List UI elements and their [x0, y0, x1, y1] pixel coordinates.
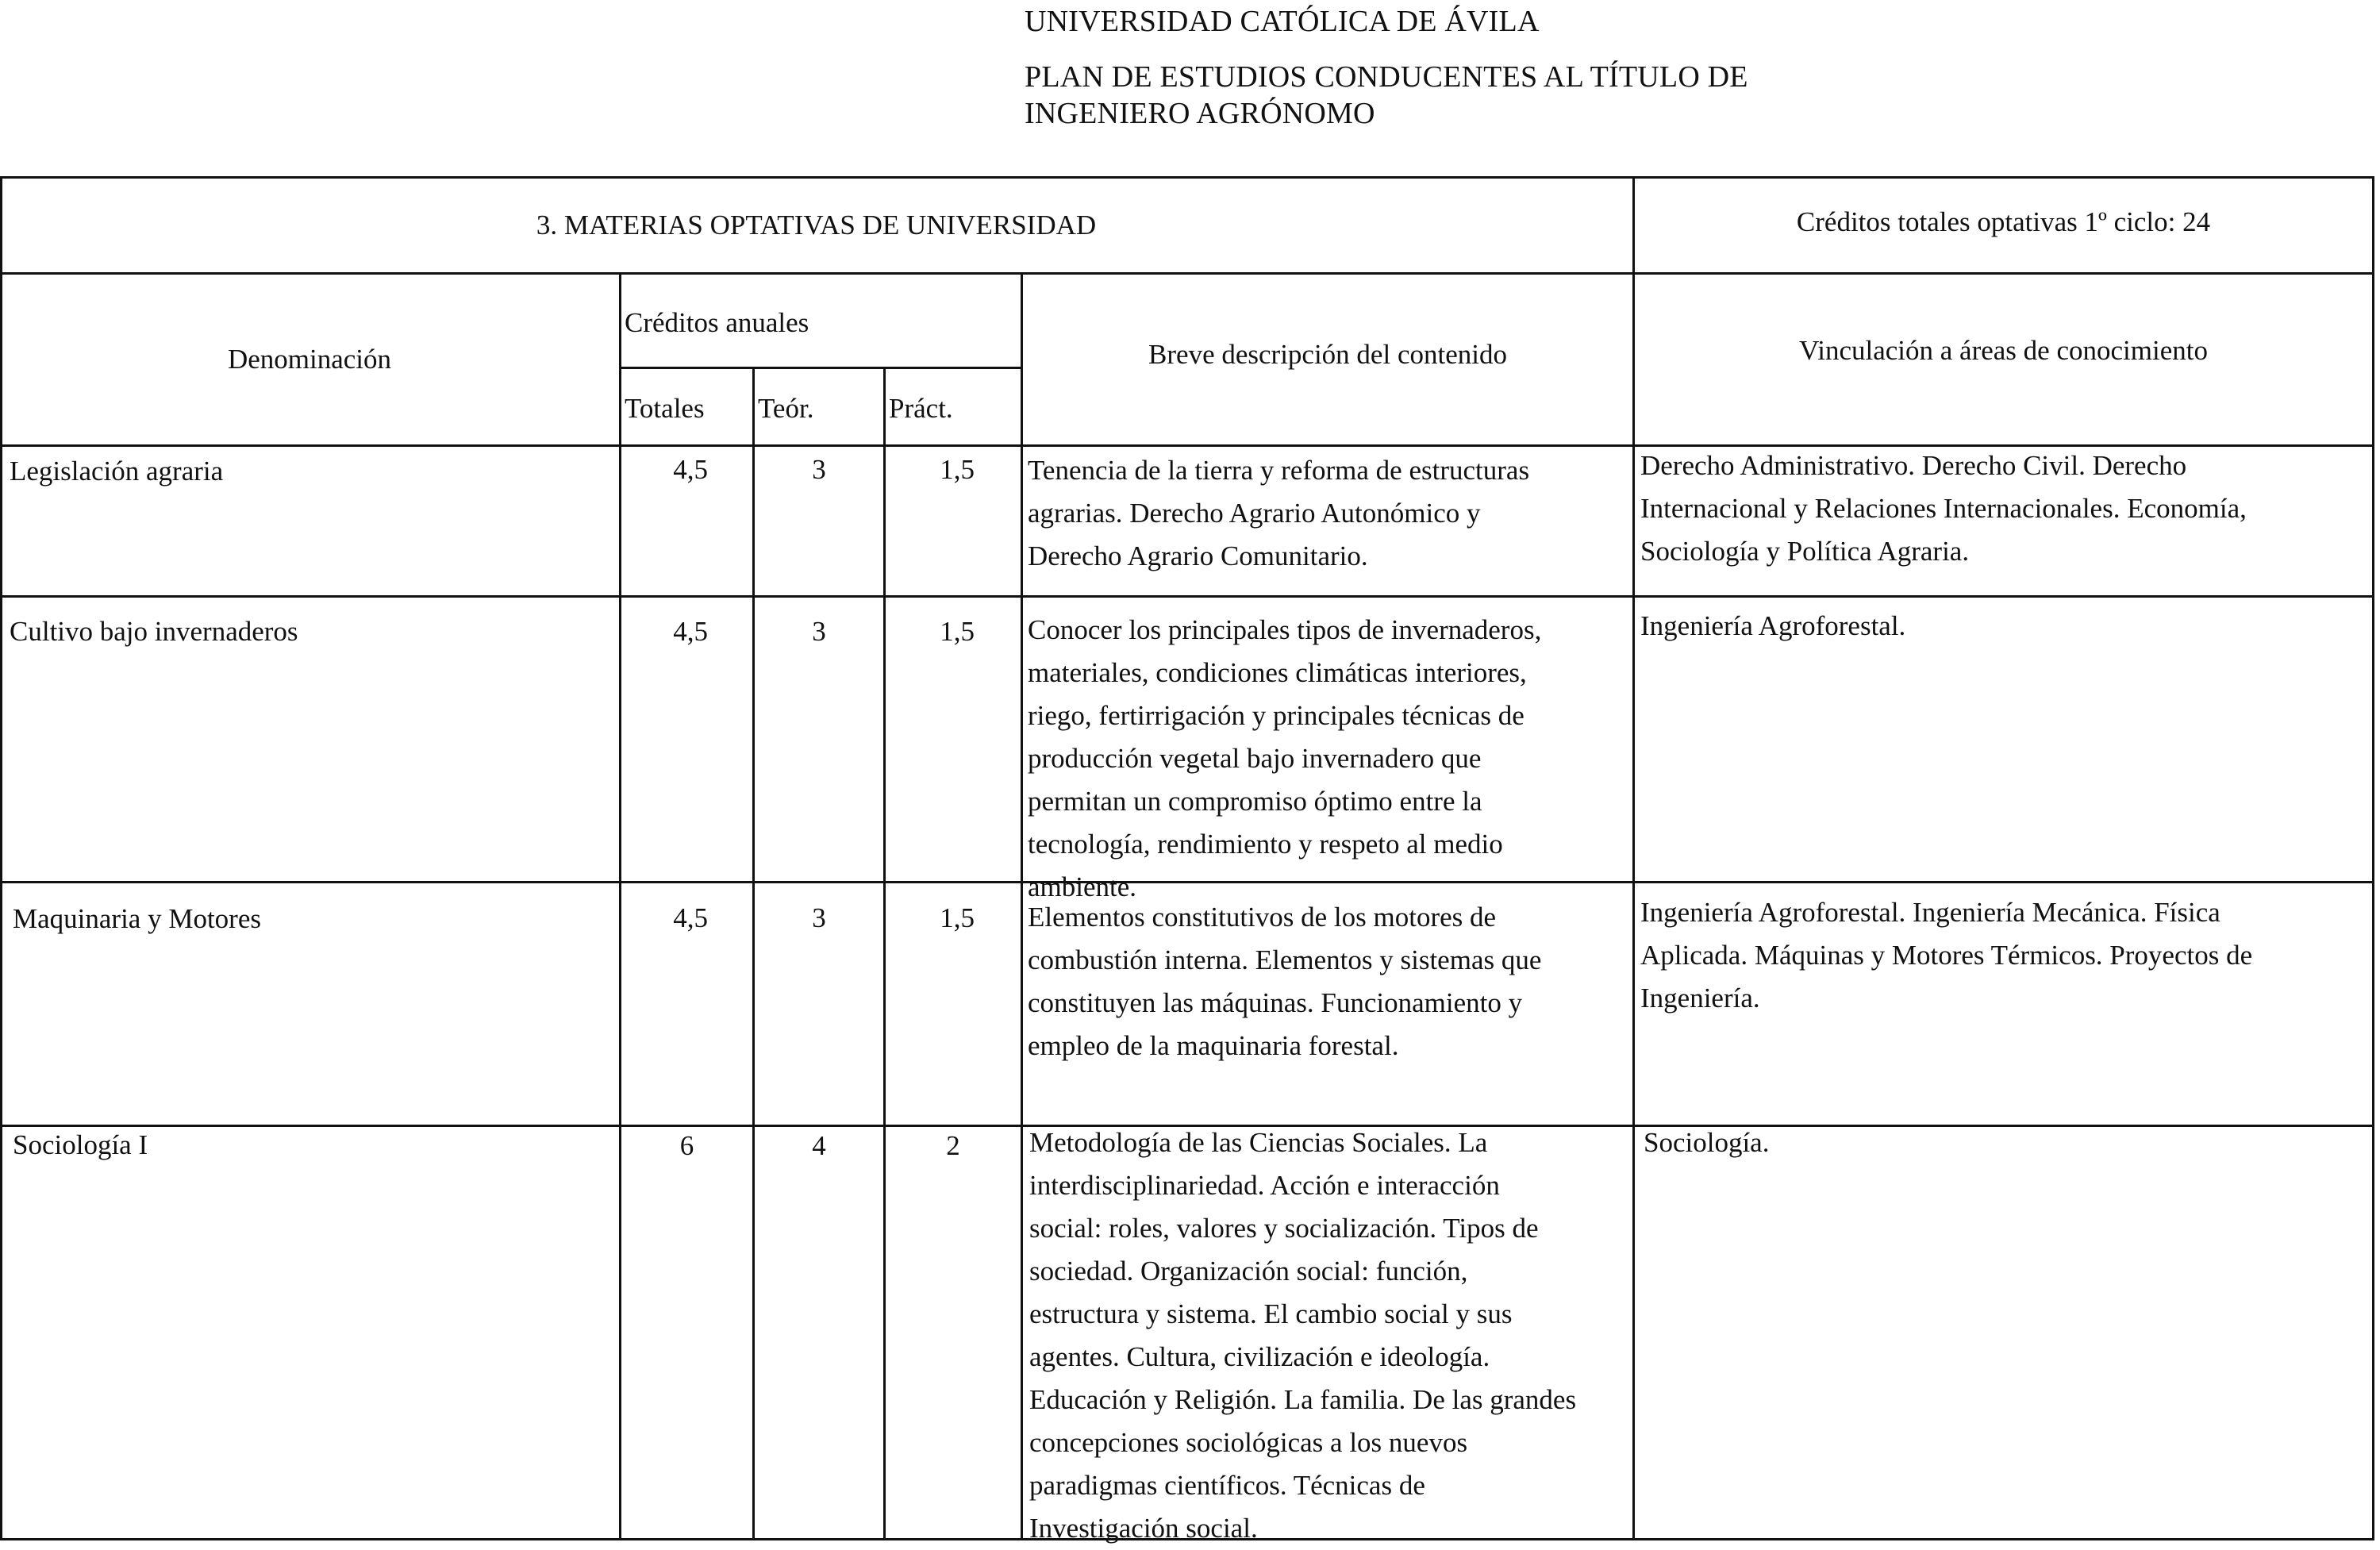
table-row-1-description: Tenencia de la tierra y reforma de estructuras agrarias. Derecho Agrario Autonómico y Derecho Agrario Comunitario.: [1028, 455, 1530, 571]
table-row-2-total: 4,5: [673, 616, 708, 647]
table-row-2-theory: 3: [812, 616, 826, 647]
table-row-3-practice: 1,5: [940, 902, 975, 933]
table-row-1-name: Legislación agraria: [10, 456, 224, 487]
total-credits-header: Totales: [625, 393, 705, 424]
name-column-border: [619, 272, 621, 1540]
table-row-1-theory: 3: [812, 454, 826, 485]
table-row-3-name: Maquinaria y Motores: [13, 903, 261, 934]
table-right-border: [2372, 176, 2374, 1540]
plan-title-line-2: INGENIERO AGRÓNOMO: [1025, 97, 1375, 130]
table-row-4-theory: 4: [812, 1130, 826, 1161]
theory-column-border: [883, 367, 886, 1540]
description-column-header: Breve descripción del contenido: [1148, 339, 1507, 370]
credits-column-border: [1021, 272, 1023, 1540]
table-row-4-description: Metodología de las Ciencias Sociales. La interdisciplinariedad. Acción e interacción social: roles, valores y socialización. Tipos de sociedad. Organización social: función, estructura y sistema. El cambio social y sus agentes. Cultura, civilización e ideología. Educación y Religión. La familia. De las grandes concepciones sociológicas a los nuevos paradigmas científicos. Técnicas de Investigación social.: [1029, 1127, 1577, 1544]
theory-credits-header: Teór.: [758, 393, 814, 424]
description-column-border: [1632, 176, 1635, 1540]
table-row-1-practice: 1,5: [940, 454, 975, 485]
table-row-1-total: 4,5: [673, 454, 708, 485]
areas-column-header: Vinculación a áreas de conocimiento: [1799, 335, 2208, 366]
table-row-3-areas: Ingeniería Agroforestal. Ingeniería Mecánica. Física Aplicada. Máquinas y Motores Térmicos. Proyectos de Ingeniería.: [1640, 897, 2253, 1013]
credits-subheader-border: [619, 367, 1021, 369]
name-column-header: Denominación: [227, 344, 392, 375]
table-row-2-practice: 1,5: [940, 616, 975, 647]
table-row-2-areas: Ingeniería Agroforestal.: [1640, 610, 1906, 641]
table-row-3-description: Elementos constitutivos de los motores de combustión interna. Elementos y sistemas que constituyen las máquinas. Funcionamiento y empleo de la maquinaria forestal.: [1028, 902, 1542, 1061]
total-column-border: [752, 367, 755, 1540]
row-border-1: [0, 595, 2374, 598]
table-row-2-description: Conocer los principales tipos de invernaderos, materiales, condiciones climáticas interiores, riego, fertirrigación y principales técnicas de producción vegetal bajo invernadero que permitan un compromiso óptimo entre la tecnología, rendimiento y respeto al medio ambiente.: [1028, 614, 1542, 902]
table-row-1-areas: Derecho Administrativo. Derecho Civil. Derecho Internacional y Relaciones Internacionales. Economía, Sociología y Política Agraria.: [1640, 450, 2247, 567]
table-row-4-total: 6: [679, 1130, 694, 1161]
table-row-3-theory: 3: [812, 902, 826, 933]
annual-credits-header: Créditos anuales: [625, 307, 809, 338]
table-top-border: [0, 176, 2374, 179]
university-name: UNIVERSIDAD CATÓLICA DE ÁVILA: [1025, 5, 1540, 38]
table-row-3-total: 4,5: [673, 902, 708, 933]
optional-subjects-table: [0, 167, 2380, 1544]
table-row-2-name: Cultivo bajo invernaderos: [10, 616, 298, 647]
table-row-4-name: Sociología I: [13, 1129, 148, 1160]
table-row-4-areas: Sociología.: [1644, 1127, 1770, 1158]
plan-title-line-1: PLAN DE ESTUDIOS CONDUCENTES AL TÍTULO DE: [1025, 60, 1748, 94]
section-header-bottom-border: [0, 272, 2374, 275]
total-credits-label: Créditos totales optativas 1º ciclo: 24: [1796, 206, 2211, 237]
practice-credits-header: Práct.: [889, 393, 953, 424]
section-title: 3. MATERIAS OPTATIVAS DE UNIVERSIDAD: [536, 210, 1097, 240]
row-border-2: [0, 881, 2374, 883]
document-header: [1025, 3, 1748, 132]
table-row-4-practice: 2: [946, 1130, 960, 1161]
